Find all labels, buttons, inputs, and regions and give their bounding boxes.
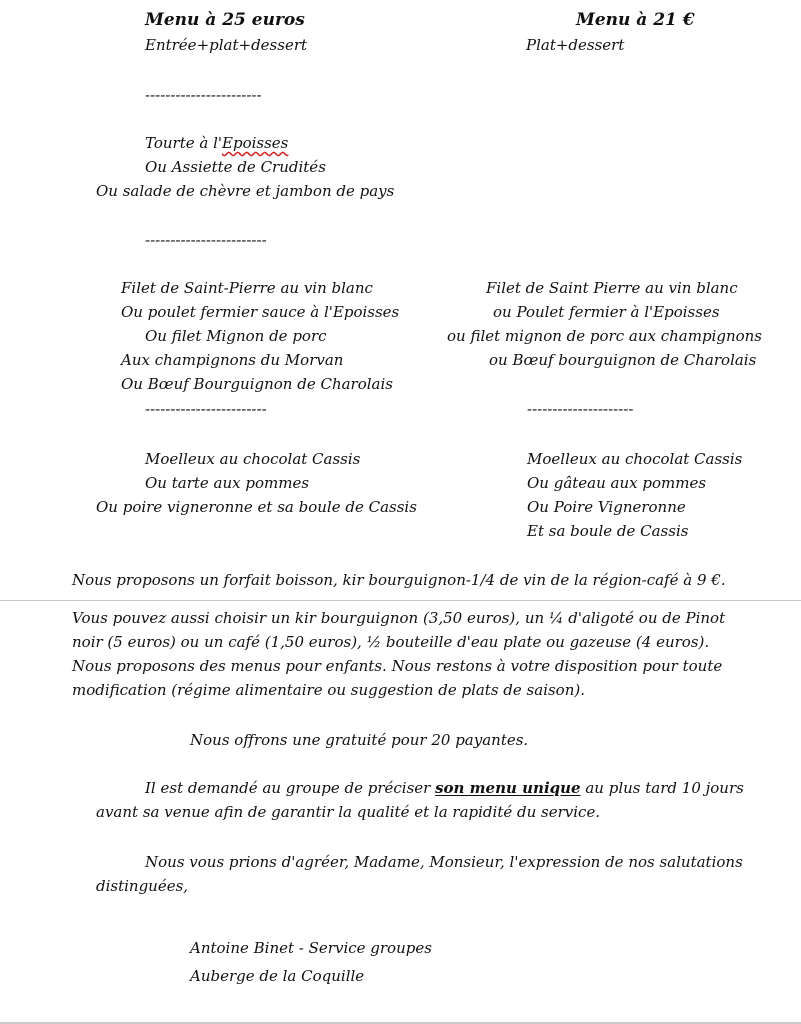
plat-25-4: Aux champignons du Morvan — [121, 351, 344, 369]
plat-25-3: Ou filet Mignon de porc — [145, 327, 327, 345]
plat-25-5: Ou Bœuf Bourguignon de Charolais — [121, 375, 393, 393]
separator: ------------------------ — [145, 231, 267, 249]
paragraph-line-1: Vous pouvez aussi choisir un kir bourguignon (3,50 euros), un ¼ d'aligoté ou de Pinot — [72, 609, 726, 627]
menu-21-subtitle: Plat+dessert — [526, 36, 625, 54]
salutations-line-2: distinguées, — [96, 877, 189, 895]
paragraph-line-3: Nous proposons des menus pour enfants. Nous restons à votre disposition pour toute — [72, 657, 723, 675]
menu-21-title: Menu à 21 € — [576, 10, 695, 30]
dessert-21-2: Ou gâteau aux pommes — [527, 474, 707, 492]
plat-25-1: Filet de Saint-Pierre au vin blanc — [121, 279, 373, 297]
plat-21-4: ou Bœuf bourguignon de Charolais — [489, 351, 757, 369]
salutations-line-1: Nous vous prions d'agréer, Madame, Monsieur, l'expression de nos salutations — [145, 853, 743, 871]
gratuite-text: Nous offrons une gratuité pour 20 payantes. — [190, 731, 529, 749]
dessert-21-3: Ou Poire Vigneronne — [527, 498, 686, 516]
page-break-line — [0, 600, 801, 601]
entree-2: Ou Assiette de Crudités — [145, 158, 326, 176]
dessert-21-4: Et sa boule de Cassis — [527, 522, 689, 540]
menu-unique-emphasis: son menu unique — [435, 779, 581, 797]
dessert-25-3: Ou poire vigneronne et sa boule de Cassis — [96, 498, 417, 516]
separator: --------------------- — [527, 400, 634, 418]
entree-1: Tourte à l'Epoisses — [145, 134, 289, 152]
dessert-21-1: Moelleux au chocolat Cassis — [527, 450, 743, 468]
plat-21-2: ou Poulet fermier à l'Epoisses — [493, 303, 720, 321]
dessert-25-2: Ou tarte aux pommes — [145, 474, 310, 492]
plat-25-2: Ou poulet fermier sauce à l'Epoisses — [121, 303, 400, 321]
plat-21-1: Filet de Saint Pierre au vin blanc — [486, 279, 738, 297]
demande-line-2: avant sa venue afin de garantir la qualité et la rapidité du service. — [96, 803, 601, 821]
menu-25-subtitle: Entrée+plat+dessert — [145, 36, 308, 54]
spellcheck-mark: Epoisses — [222, 134, 289, 152]
signature-company: Auberge de la Coquille — [190, 967, 365, 985]
dessert-25-1: Moelleux au chocolat Cassis — [145, 450, 361, 468]
separator: ----------------------- — [145, 86, 262, 104]
paragraph-line-4: modification (régime alimentaire ou suggestion de plats de saison). — [72, 681, 585, 699]
entree-3: Ou salade de chèvre et jambon de pays — [96, 182, 395, 200]
plat-21-3: ou filet mignon de porc aux champignons — [447, 327, 763, 345]
paragraph-line-2: noir (5 euros) ou un café (1,50 euros), ½ bouteille d'eau plate ou gazeuse (4 euros). — [72, 633, 710, 651]
separator: ------------------------ — [145, 400, 267, 418]
demande-line-1: Il est demandé au groupe de préciser son menu unique au plus tard 10 jours — [145, 779, 744, 797]
menu-25-title: Menu à 25 euros — [145, 10, 305, 30]
forfait-boisson: Nous proposons un forfait boisson, kir bourguignon-1/4 de vin de la région-café à 9 €. — [72, 571, 726, 589]
signature-name: Antoine Binet - Service groupes — [190, 939, 432, 957]
